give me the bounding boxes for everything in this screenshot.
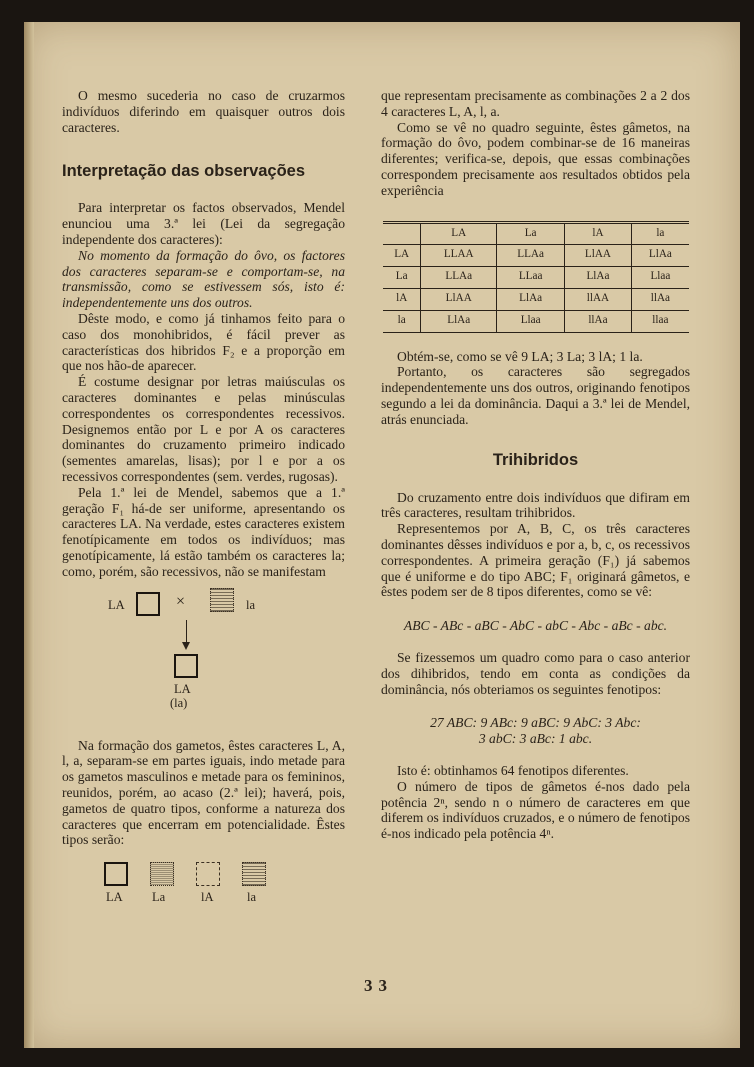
table-cell: LLAA	[421, 245, 497, 267]
book-page	[24, 22, 740, 1048]
cross-diagram	[62, 586, 345, 738]
table-cell: lA	[565, 222, 632, 245]
cross-result-sub-label: (la)	[170, 695, 188, 710]
table-cell: llAa	[565, 310, 632, 332]
paragraph-64-phenotypes: Isto é: obtinhamos 64 fenotipos diferentes.	[397, 762, 629, 778]
paragraph-gamete-formation: Na formação dos gametos, êstes caracteres L, A, l, a, separam-se em partes iguais, indo metade para os gametos masculinos e metade para os femininos, reunidos, porém, ao acaso (2.ª lei); haverá, pois, gametos de quatro tipos, conforme a natureza dos caracteres que encerram em potencialidade. Êstes tipos serão:	[62, 737, 345, 848]
dominant-square-icon	[136, 592, 160, 616]
down-arrow-icon	[182, 642, 190, 650]
table-cell: llAa	[631, 288, 689, 310]
section-heading-interpretation: Interpretação das observações	[62, 162, 306, 181]
table-row	[383, 310, 689, 332]
table-cell: Llaa	[497, 310, 565, 332]
phenotype-equation-line2: 3 abC: 3 aBc: 1 abc.	[478, 731, 593, 747]
cross-right-label: la	[246, 597, 256, 612]
table-cell	[383, 222, 421, 245]
gamete-lA-square-icon	[196, 862, 220, 886]
paragraph-letter-notation: É costume designar por letras maiúsculas os caracteres dominantes e pelas minúsculas correspondentes os correspondentes recessivos. Designemos então por L e por A os caracteres dominantes do cruzamento primeiro indicado (sementes amarelas, lisas); por l e por a os recessivos correspondentes (sem. verdes, rugosas).	[62, 374, 345, 484]
table-row	[383, 288, 689, 310]
table-cell: LlAa	[421, 310, 497, 332]
right-column	[381, 88, 690, 842]
paragraph-segregation: Portanto, os caracteres são segregados independentemente uns dos outros, originando fenotipos segundo a lei da dominância. Daqui a 3.ª lei de Mendel, atrás enunciada.	[381, 364, 690, 427]
paragraph-ratio: Obtém-se, como se vê 9 LA; 3 La; 3 lA; 1 la.	[397, 348, 643, 364]
section-heading-trihibridos: Trihibridos	[492, 450, 579, 469]
gamete-label: lA	[201, 890, 214, 905]
f1-square-icon	[174, 654, 198, 678]
phenotype-equation-line1: 27 ABC: 9 ABc: 9 aBC: 9 AbC: 3 Abc:	[430, 715, 641, 731]
paragraph-three-characters: Representemos por A, B, C, os três caracteres dominantes dêsses indivíduos e por a, b, c, os recessivos correspondentes. A primeira geração (F₁) já sabemos que é uniforme e do tipo ABC; F₁ originará gâmetos, e êstes podem ser de 8 tipos diferentes, como se vê:	[381, 521, 690, 600]
paragraph-combinations: que representam precisamente as combinações 2 a 2 dos 4 caracteres L, A, l, a.	[381, 88, 690, 119]
gamete-label: La	[152, 890, 166, 905]
table-cell: LlAA	[565, 245, 632, 267]
cross-result-label: LA	[174, 681, 191, 696]
recessive-hatched-square-icon	[210, 588, 234, 612]
table-cell: La	[497, 222, 565, 245]
gamete-La-square-icon	[150, 862, 174, 886]
table-row	[383, 245, 689, 267]
table-cell: LlAa	[631, 245, 689, 267]
gamete-label: la	[247, 890, 257, 905]
page-spine	[24, 22, 34, 1048]
table-cell: LA	[421, 222, 497, 245]
table-cell: llAA	[565, 288, 632, 310]
gamete-types-equation: ABC - ABc - aBC - AbC - abC - Abc - aBc - abc.	[403, 618, 668, 634]
paragraph-trihybrid-cross: Do cruzamento entre dois indivíduos que difiram em três caracteres, resultam trihibridos.	[381, 489, 690, 521]
cross-left-label: LA	[108, 597, 125, 612]
table-cell: la	[383, 310, 421, 332]
left-column	[62, 88, 345, 914]
table-cell: LlAA	[421, 288, 497, 310]
gamete-label: LA	[106, 890, 123, 905]
cross-times-icon: ×	[176, 592, 186, 610]
table-cell: LLaa	[497, 267, 565, 289]
paragraph-table-analogy: Se fizessemos um quadro como para o caso anterior dos dihibridos, tendo em conta as condições da dominância, nós obteriamos os seguintes fenotipos:	[381, 649, 690, 697]
third-law-statement: No momento da formação do ôvo, os factores dos caracteres separam-se e comportam-se, na transmissão, como se estivessem sós, isto é: independentemente uns dos outros.	[62, 247, 345, 311]
table-cell: Llaa	[631, 267, 689, 289]
paragraph-third-law-intro: Para interpretar os factos observados, Mendel enunciou uma 3.ª lei (Lei da segregação independente dos caracteres):	[62, 200, 345, 247]
arrow-line	[186, 620, 187, 644]
table-cell: LlAa	[565, 267, 632, 289]
table-cell: LA	[383, 245, 421, 267]
table-row	[383, 267, 689, 289]
table-cell: la	[631, 222, 689, 245]
table-cell: LLAa	[421, 267, 497, 289]
intro-paragraph: O mesmo sucederia no caso de cruzarmos indivíduos diferindo em quaisquer outros dois caracteres.	[62, 88, 345, 135]
table-header-row	[383, 222, 689, 245]
paragraph-f1-generation: Pela 1.ª lei de Mendel, sabemos que a 1.ª geração F₁ há-de ser uniforme, apresentando os caracteres LA. Na verdade, estes caracteres existem fenotípicamente em todos os indivíduos; mas genotípicamente, lá estão também os caracteres la; como, porém, são recessivos, não se manifestam	[62, 484, 345, 579]
page-number: 33	[364, 976, 393, 995]
paragraph-power-formula: O número de tipos de gâmetos é-nos dado pela potência 2ⁿ, sendo n o número de caracteres em que diferem os indivíduos cruzados, e o número de fenotipos é-nos indicado pela potência 4ⁿ.	[381, 778, 690, 842]
table-cell: llaa	[631, 310, 689, 332]
table-cell: La	[383, 267, 421, 289]
table-cell: lA	[383, 288, 421, 310]
gametes-diagram	[62, 862, 345, 914]
genotype-table	[383, 221, 689, 333]
paragraph-sixteen-ways: Como se vê no quadro seguinte, êstes gâmetos, na formação do ôvo, podem combinar-se de 16 maneiras diferentes; verifica-se, depois, que essas combinações correspondem precisamente aos resultados obtidos pela experiência	[381, 119, 690, 198]
table-cell: LLAa	[497, 245, 565, 267]
gamete-LA-square-icon	[104, 862, 128, 886]
gamete-la-square-icon	[242, 862, 266, 886]
table-cell: LlAa	[497, 288, 565, 310]
paragraph-f2-prediction: Dêste modo, e como já tinhamos feito para o caso dos monohibridos, é fácil prever as características dos hibridos F₂ e a proporção em que nos hão-de aparecer.	[62, 310, 345, 374]
